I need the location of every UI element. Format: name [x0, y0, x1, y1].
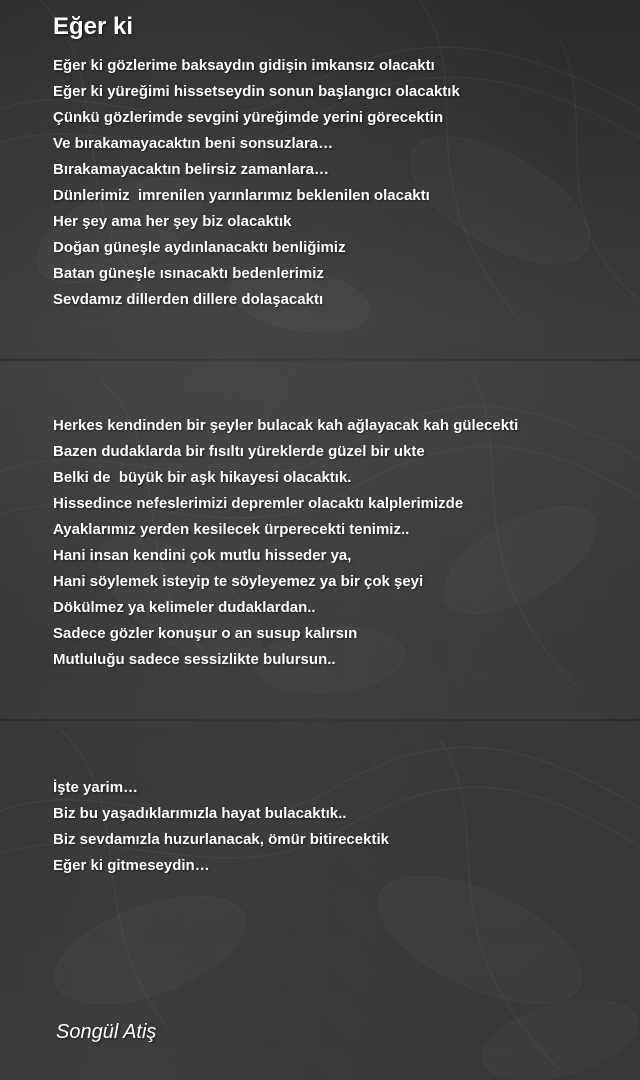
poem-line: Eğer ki gitmeseydin…: [53, 857, 210, 874]
poem-line: Bazen dudaklarda bir fısıltı yüreklerde güzel bir ukte: [53, 443, 425, 460]
poem-line: Hani söylemek isteyip te söyleyemez ya bir çok şeyi: [53, 573, 424, 590]
stanza-2: [53, 413, 518, 673]
poem-line: Mutluluğu sadece sessizlikte bulursun..: [53, 651, 336, 668]
poem-line: Çünkü gözlerimde sevgini yüreğimde yerini görecektin: [53, 109, 444, 126]
poem-line: Dökülmez ya kelimeler dudaklardan..: [53, 599, 316, 616]
poem-title: Eğer ki: [53, 13, 134, 40]
poem-line: Sadece gözler konuşur o an susup kalırsın: [53, 625, 358, 642]
stanza-1: [53, 53, 460, 313]
stanza-3: [53, 775, 389, 879]
poem-line: Hani insan kendini çok mutlu hisseder ya,: [53, 547, 352, 564]
poem-line: Eğer ki yüreğimi hissetseydin sonun başlangıcı olacaktık: [53, 83, 460, 100]
poem-line: Doğan güneşle aydınlanacaktı benliğimiz: [53, 239, 346, 256]
poem-line: Biz bu yaşadıklarımızla hayat bulacaktık..: [53, 805, 347, 822]
poem-line: Sevdamız dillerden dillere dolaşacaktı: [53, 291, 324, 308]
poem-line: Eğer ki gözlerime baksaydın gidişin imkansız olacaktı: [53, 57, 435, 74]
poem-author: Songül Atiş: [56, 1021, 157, 1043]
poem-line: İşte yarim…: [53, 779, 139, 796]
poem-line: Batan güneşle ısınacaktı bedenlerimiz: [53, 265, 324, 282]
poem-line: Ayaklarımız yerden kesilecek ürperecekti tenimiz..: [53, 521, 410, 538]
poem-line: Bırakamayacaktın belirsiz zamanlara…: [53, 161, 329, 178]
poem-line: Dünlerimiz imrenilen yarınlarımız beklenilen olacaktı: [53, 187, 430, 204]
poem-line: Herkes kendinden bir şeyler bulacak kah ağlayacak kah gülecekti: [53, 417, 519, 434]
poem-line: Belki de büyük bir aşk hikayesi olacaktık.: [53, 469, 352, 486]
poem-line: Hissedince nefeslerimizi depremler olacaktı kalplerimizde: [53, 495, 464, 512]
poem-line: Biz sevdamızla huzurlanacak, ömür bitirecektik: [53, 831, 389, 848]
poem-line: Her şey ama her şey biz olacaktık: [53, 213, 292, 230]
poem-line: Ve bırakamayacaktın beni sonsuzlara…: [53, 135, 334, 152]
